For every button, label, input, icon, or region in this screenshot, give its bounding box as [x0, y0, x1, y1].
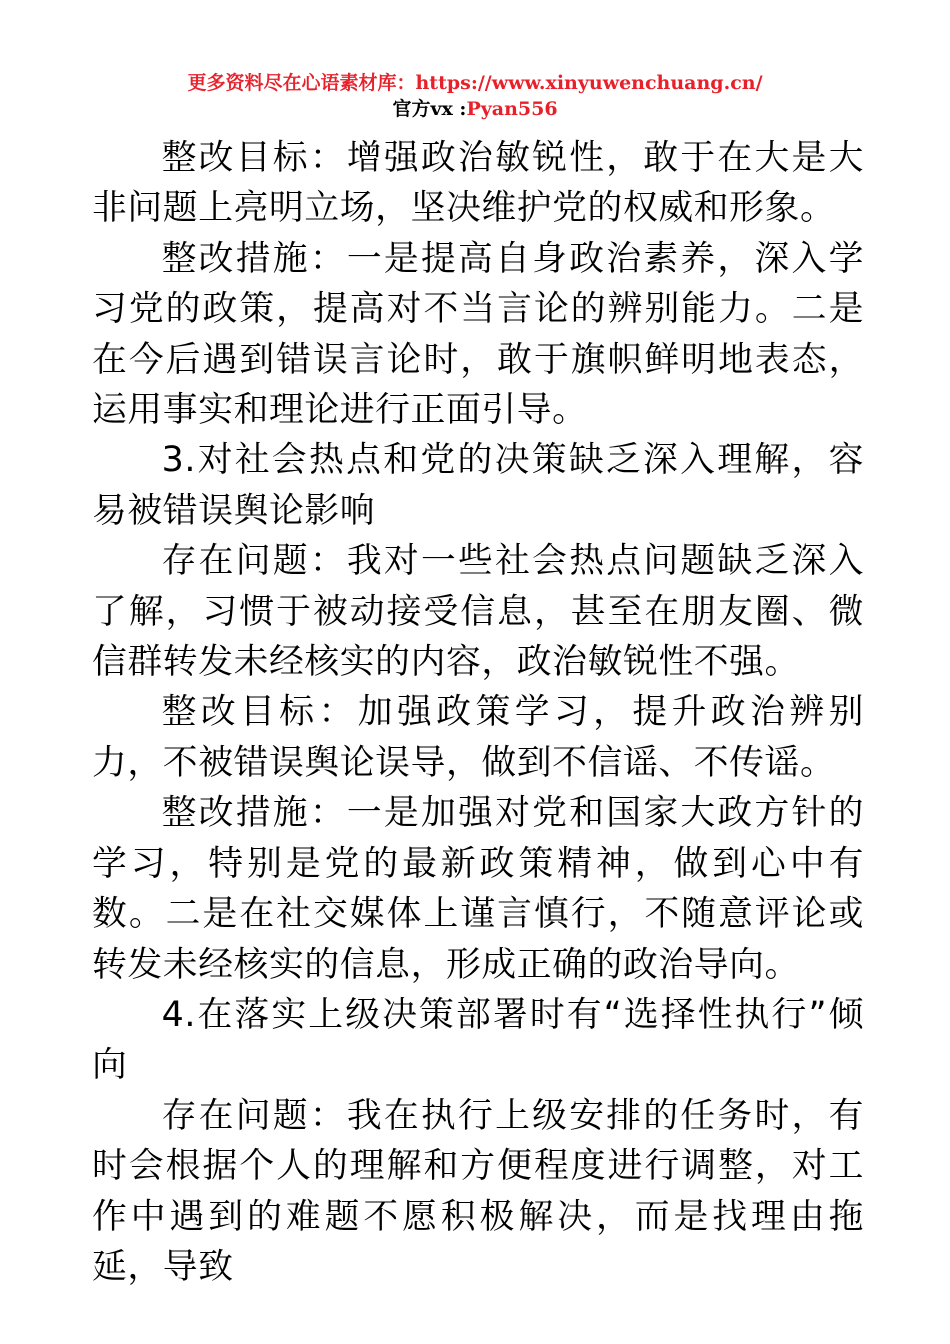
header-contact-prefix: 官方vx :	[392, 98, 467, 120]
paragraph-problem-3: 存在问题：我对一些社会热点问题缺乏深入了解，习惯于被动接受信息，甚至在朋友圈、微信群转发未经核实的内容，政治敏锐性不强。	[92, 541, 864, 683]
section-heading-4: 4.在落实上级决策部署时有“选择性执行”倾向	[92, 994, 864, 1086]
section-heading-3: 3.对社会热点和党的决策缺乏深入理解，容易被错误舆论影响	[92, 440, 864, 531]
document-body	[92, 133, 864, 1292]
paragraph-rectify-goal-3: 整改目标：加强政策学习，提升政治辨别力，不被错误舆论误导，做到不信谣、不传谣。	[92, 692, 864, 783]
paragraph-rectify-goal-2: 整改目标：增强政治敏锐性，敢于在大是大非问题上亮明立场，坚决维护党的权威和形象。	[92, 138, 864, 229]
paragraph-rectify-measures-2: 整改措施：一是提高自身政治素养，深入学习党的政策，提高对不当言论的辨别能力。二是在今后遇到错误言论时，敢于旗帜鲜明地表态，运用事实和理论进行正面引导。	[92, 238, 864, 431]
page-header	[0, 70, 950, 122]
paragraph-rectify-measures-3: 整改措施：一是加强对党和国家大政方针的学习，特别是党的最新政策精神，做到心中有数。二是在社交媒体上谨言慎行，不随意评论或转发未经核实的信息，形成正确的政治导向。	[92, 793, 864, 985]
header-contact-line	[0, 96, 950, 122]
header-website-line: 更多资料尽在心语素材库：https://www.xinyuwenchuang.cn/	[187, 72, 763, 94]
paragraph-problem-4: 存在问题：我在执行上级安排的任务时，有时会根据个人的理解和方便程度进行调整，对工作中遇到的难题不愿积极解决，而是找理由拖延，导致	[92, 1095, 864, 1287]
header-contact-id: Pyan556	[466, 98, 558, 120]
